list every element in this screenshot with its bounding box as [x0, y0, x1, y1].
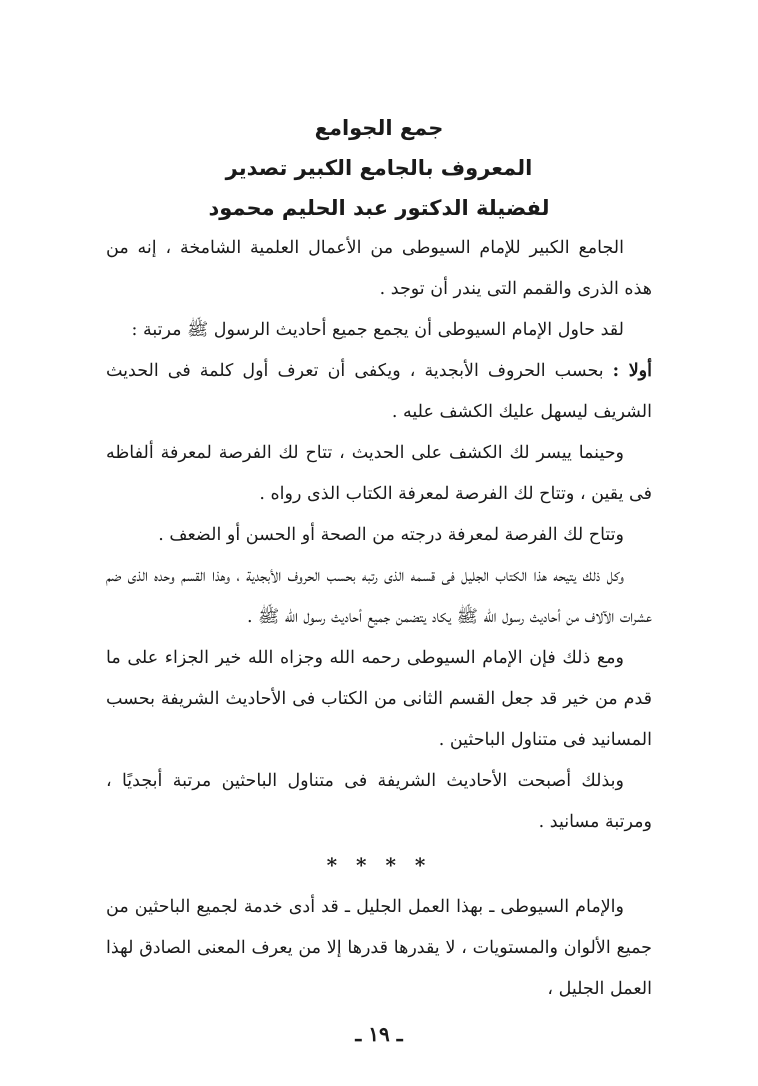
- paragraph: [106, 638, 652, 761]
- paragraph: [106, 228, 652, 310]
- paragraph: [106, 761, 652, 843]
- paragraph-lead-word: أولا :: [612, 361, 652, 381]
- document-author: لفضيلة الدكتور عبد الحليم محمود: [208, 196, 550, 220]
- paragraph-text: بحسب الحروف الأبجدية ، ويكفى أن تعرف أول كلمة فى الحديث الشريف ليسهل عليك الكشف عليه .: [106, 361, 652, 422]
- paragraph-text: وحينما ييسر لك الكشف على الحديث ، تتاح لك الفرصة لمعرفة ألفاظه فى يقين ، وتتاح لك الفرصة لمعرفة الكتاب الذى رواه .: [106, 443, 652, 504]
- paragraph: [106, 310, 652, 351]
- section-separator: * * * *: [326, 853, 432, 877]
- document-title: جمع الجوامع: [314, 116, 444, 140]
- paragraph-text: وتتاح لك الفرصة لمعرفة درجته من الصحة أو الحسن أو الضعف .: [158, 525, 624, 545]
- document-subtitle: المعروف بالجامع الكبير تصدير: [225, 156, 533, 180]
- paragraph-text: وكل ذلك يتيحه هذا الكتاب الجليل فى قسمه الذى رتبه بحسب الحروف الأبجدية ، وهذا القسم وحده الذى ضم عشرات الآلاف من أحاديث رسول الله ﷺ يكاد يتضمن جميع أحاديث رسول الله ﷺ .: [106, 566, 652, 627]
- page-number: ـ ١٩ ـ: [355, 1022, 403, 1046]
- paragraph: [106, 887, 652, 1010]
- body-text: [106, 228, 652, 1010]
- paragraph-text: لقد حاول الإمام السيوطى أن يجمع جميع أحاديث الرسول ﷺ مرتبة :: [131, 320, 624, 340]
- heading-block: [0, 108, 758, 228]
- paragraph-text: والإمام السيوطى ـ بهذا العمل الجليل ـ قد أدى خدمة لجميع الباحثين من جميع الألوان والمستويات ، لا يقدرها قدرها إلا من يعرف المعنى الصادق لهذا العمل الجليل ،: [106, 897, 652, 999]
- paragraph: [106, 351, 652, 433]
- paragraph-text: وبذلك أصبحت الأحاديث الشريفة فى متناول الباحثين مرتبة أبجديًا ، ومرتبة مسانيد .: [106, 771, 652, 832]
- paragraph-text: الجامع الكبير للإمام السيوطى من الأعمال العلمية الشامخة ، إنه من هذه الذرى والقمم التى يندر أن توجد .: [106, 238, 652, 299]
- paragraph: [106, 433, 652, 515]
- paragraph: [106, 556, 652, 638]
- paragraph: [106, 515, 652, 556]
- paragraph-text: ومع ذلك فإن الإمام السيوطى رحمه الله وجزاه الله خير الجزاء على ما قدم من خير قد جعل القسم الثانى من الكتاب فى الأحاديث الشريفة بحسب المسانيد فى متناول الباحثين .: [106, 648, 652, 750]
